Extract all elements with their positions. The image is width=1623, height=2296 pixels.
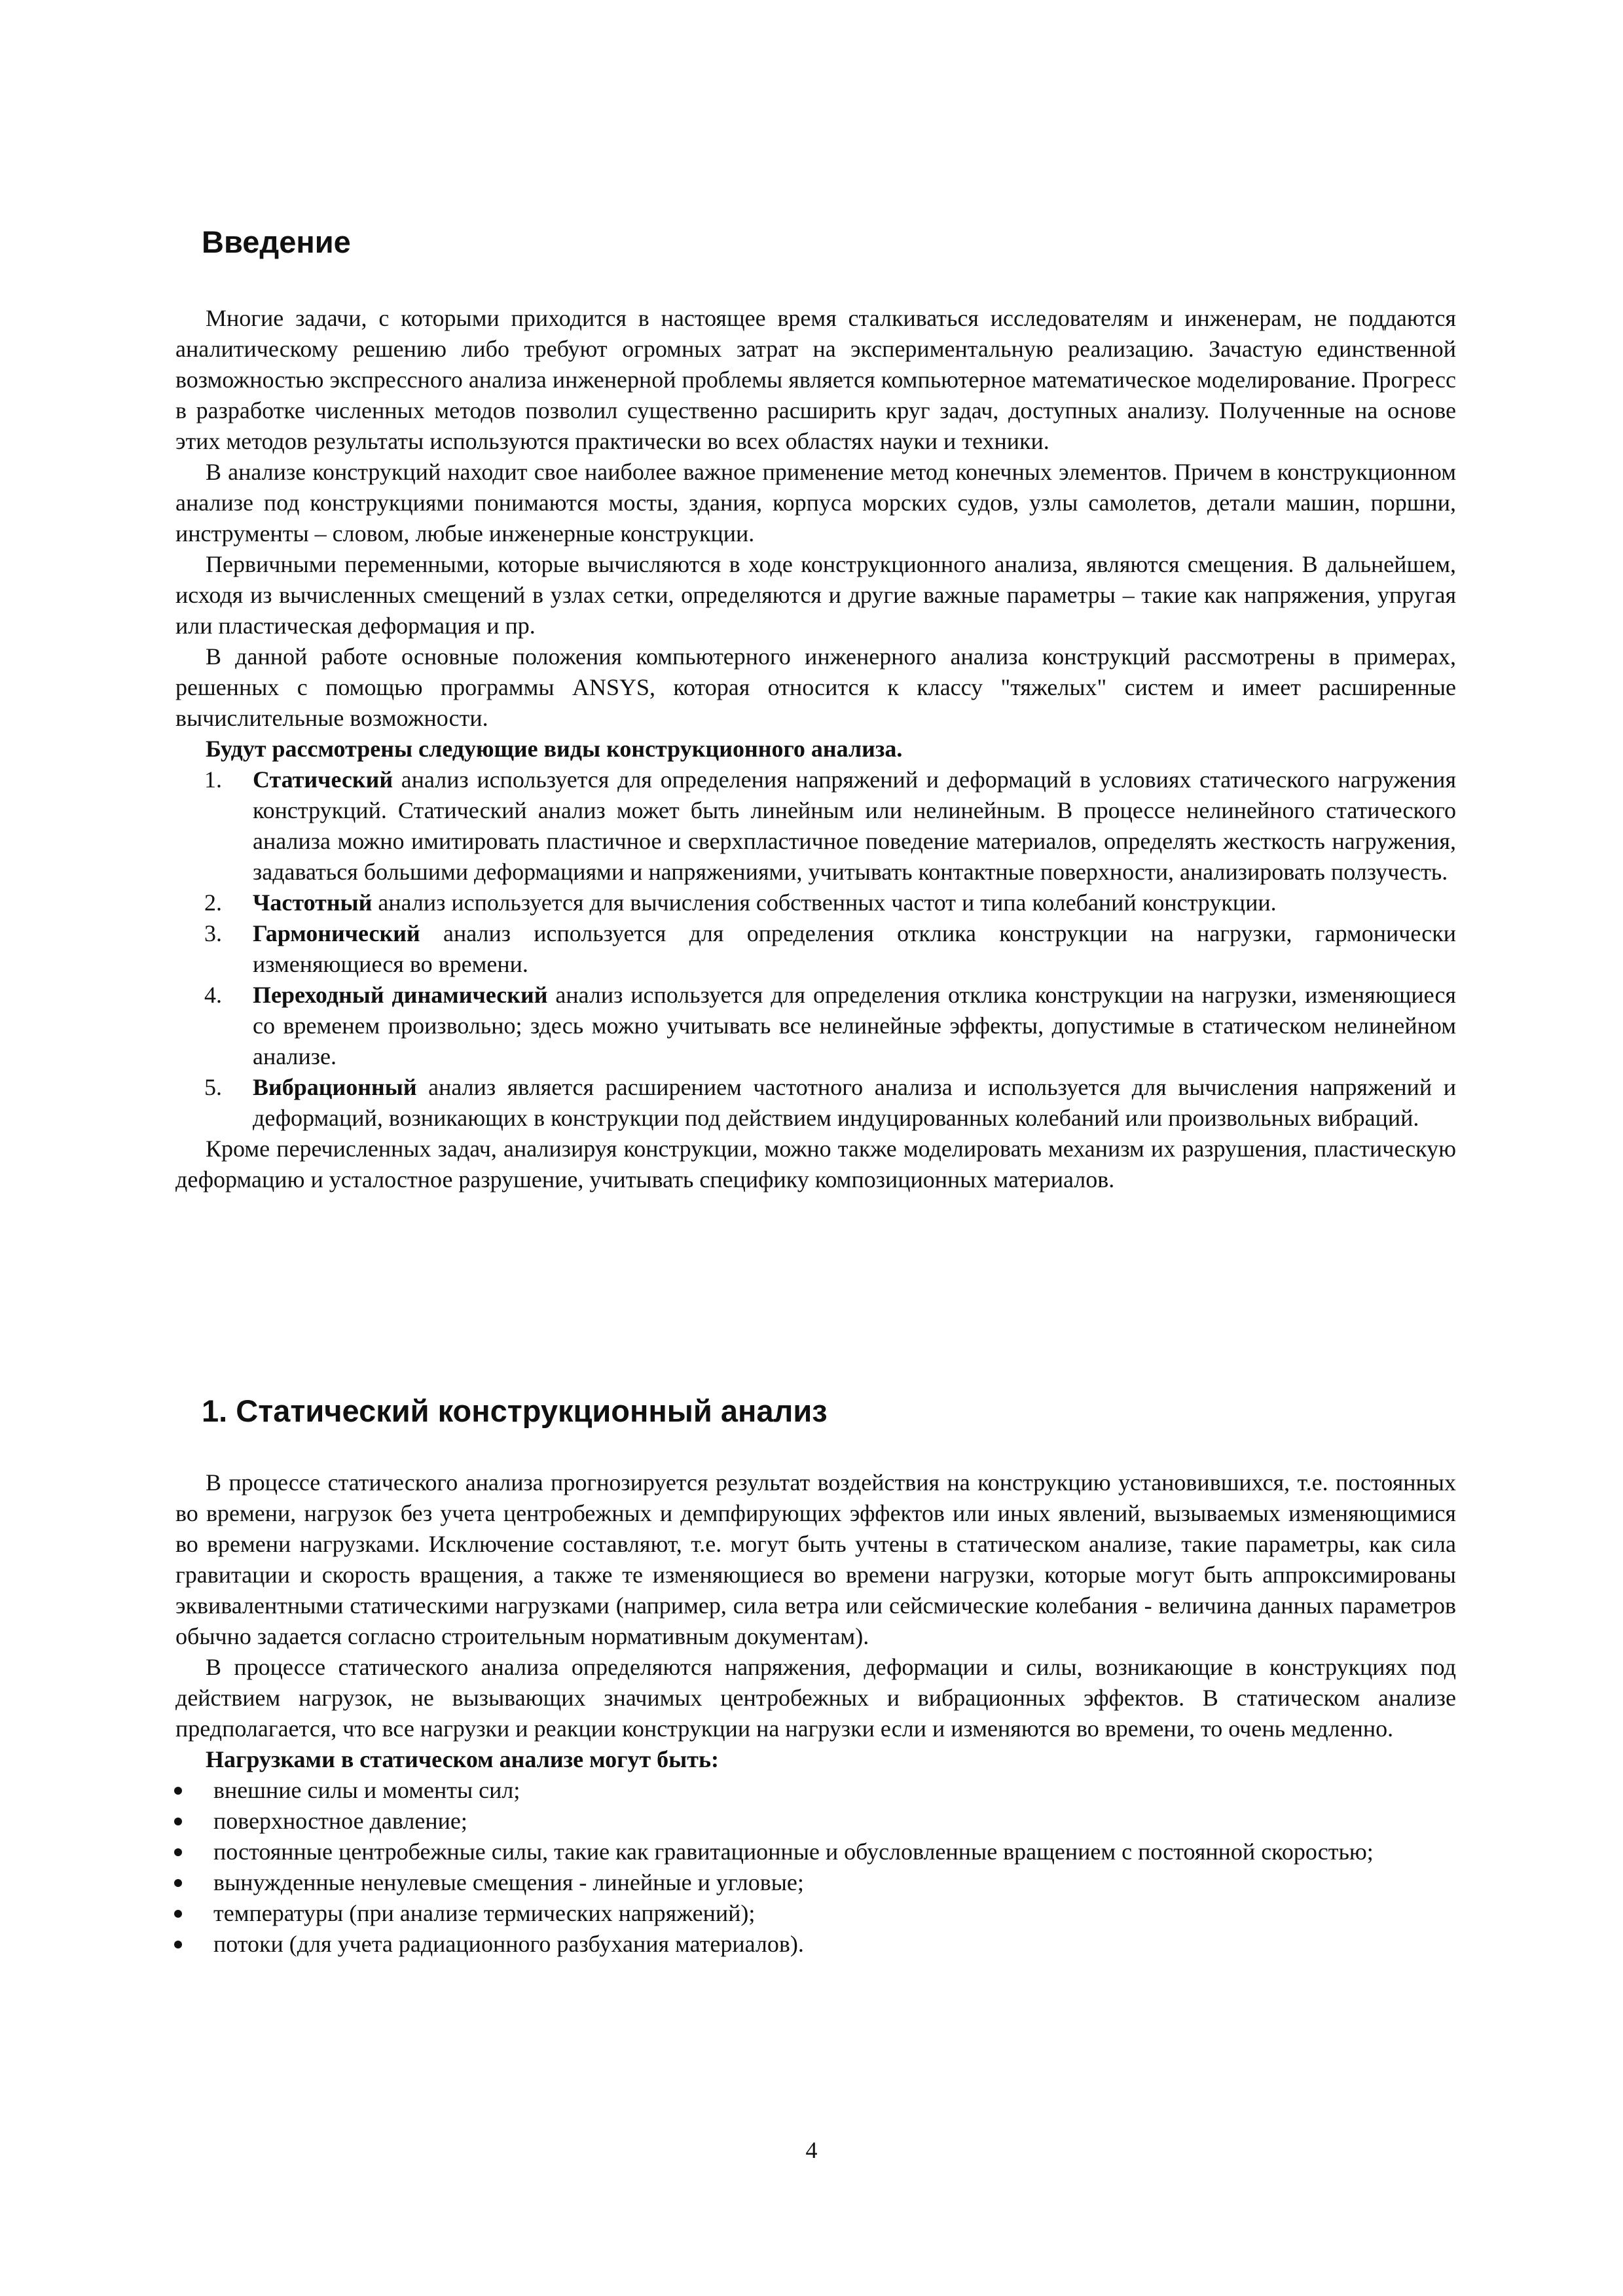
- list-item: [175, 1806, 1456, 1837]
- analysis-term: Вибрационный: [253, 1074, 417, 1100]
- load-text: потоки (для учета радиационного разбухания материалов).: [213, 1931, 804, 1957]
- intro-paragraph: Первичными переменными, которые вычисляются в ходе конструкционного анализа, являются смещения. В дальнейшем, исходя из вычисленных смещений в узлах сетки, определяются и другие важные параметры – такие как напряжения, упругая или пластическая деформация и пр.: [175, 551, 1456, 639]
- section-paragraph: В процессе статического анализа определяются напряжения, деформации и силы, возникающие в конструкциях под действием нагрузок, не вызывающих значимых центробежных и вибрационных эффектов. В статическом анализе предполагается, что все нагрузки и реакции конструкции на нагрузки если и изменяются во времени, то очень медленно.: [175, 1654, 1456, 1742]
- list-number: 5.: [204, 1074, 222, 1100]
- list-item: [175, 1898, 1456, 1929]
- intro-body: [175, 303, 1456, 1195]
- intro-paragraph: Многие задачи, с которыми приходится в настоящее время сталкиваться исследователям и инженерам, не поддаются аналитическому решению либо требуют огромных затрат на экспериментальную реализацию. Зачастую единственной возможностью экспрессного анализа инженерной проблемы является компьютерное математическое моделирование. Прогресс в разработке численных методов позволил существенно расширить круг задач, доступных анализу. Полученные на основе этих методов результаты используются практически во всех областях науки и техники.: [175, 305, 1456, 454]
- section-body: [175, 1467, 1456, 1960]
- list-item: [175, 1072, 1456, 1134]
- intro-heading: Введение: [202, 224, 351, 259]
- load-text: внешние силы и моменты сил;: [213, 1777, 520, 1803]
- loads-list: [175, 1775, 1456, 1960]
- analysis-term: Гармонический: [253, 920, 420, 946]
- bullet-icon: [174, 1941, 182, 1948]
- section-heading: 1. Статический конструкционный анализ: [202, 1393, 828, 1428]
- list-item: [175, 764, 1456, 888]
- section-paragraph: В процессе статического анализа прогнозируется результат воздействия на конструкцию установившихся, т.е. постоянных во времени, нагрузок без учета центробежных и демпфирующих эффектов или иных явлений, вызываемых изменяющимися во времени нагрузками. Исключение составляют, т.е. могут быть учтены в статическом анализе, такие параметры, как сила гравитации и скорость вращения, а также те изменяющиеся во времени нагрузки, которые могут быть аппроксимированы эквивалентными статическими нагрузками (например, сила ветра или сейсмические колебания - величина данных параметров обычно задается согласно строительным нормативным документам).: [175, 1469, 1456, 1649]
- analysis-types-lead: Будут рассмотрены следующие виды конструкционного анализа.: [206, 736, 903, 762]
- intro-paragraph: В данной работе основные положения компьютерного инженерного анализа конструкций рассмотрены в примерах, решенных с помощью программы ANSYS, которая относится к классу "тяжелых" систем и имеет расширенные вычислительные возможности.: [175, 643, 1456, 731]
- analysis-term: Частотный: [253, 889, 373, 916]
- list-number: 1.: [204, 766, 222, 793]
- load-text: постоянные центробежные силы, такие как гравитационные и обусловленные вращением с постоянной скоростью;: [213, 1839, 1374, 1865]
- analysis-description: анализ является расширением частотного анализа и используется для вычисления напряжений и деформаций, возникающих в конструкции под действием индуцированных колебаний или произвольных вибраций.: [253, 1074, 1456, 1131]
- intro-closing-paragraph: Кроме перечисленных задач, анализируя конструкции, можно также моделировать механизм их разрушения, пластическую деформацию и усталостное разрушение, учитывать специфику композиционных материалов.: [175, 1136, 1456, 1193]
- list-item: [175, 1775, 1456, 1806]
- load-text: вынужденные ненулевые смещения - линейные и угловые;: [213, 1869, 804, 1895]
- analysis-types-list: [175, 764, 1456, 1134]
- analysis-description: анализ используется для определения отклика конструкции на нагрузки, изменяющиеся со временем произвольно; здесь можно учитывать все нелинейные эффекты, допустимые в статическом нелинейном анализе.: [253, 982, 1456, 1069]
- list-item: [175, 918, 1456, 980]
- list-item: [175, 1929, 1456, 1960]
- analysis-term: Переходный динамический: [253, 982, 548, 1008]
- list-item: [175, 888, 1456, 918]
- list-item: [175, 1867, 1456, 1898]
- analysis-description: анализ используется для вычисления собственных частот и типа колебаний конструкции.: [372, 889, 1277, 916]
- bullet-icon: [174, 1910, 182, 1918]
- page-number: 4: [805, 2137, 818, 2163]
- bullet-icon: [174, 1787, 182, 1795]
- loads-lead: Нагрузками в статическом анализе могут быть:: [206, 1746, 720, 1772]
- bullet-icon: [174, 1879, 182, 1887]
- list-item: [175, 1837, 1456, 1867]
- analysis-description: анализ используется для определения отклика конструкции на нагрузки, гармонически изменяющиеся во времени.: [253, 920, 1456, 977]
- bullet-icon: [174, 1848, 182, 1856]
- analysis-term: Статический: [253, 766, 393, 793]
- list-number: 2.: [204, 889, 222, 916]
- list-item: [175, 980, 1456, 1072]
- load-text: поверхностное давление;: [213, 1808, 467, 1834]
- analysis-description: анализ используется для определения напряжений и деформаций в условиях статического нагружения конструкций. Статический анализ может быть линейным или нелинейным. В процессе нелинейного статического анализа можно имитировать пластичное и сверхпластичное поведение материалов, определять жесткость нагружения, задаваться большими деформациями и напряжениями, учитывать контактные поверхности, анализировать ползучесть.: [253, 766, 1456, 885]
- bullet-icon: [174, 1818, 182, 1825]
- intro-paragraph: В анализе конструкций находит свое наиболее важное применение метод конечных элементов. Причем в конструкционном анализе под конструкциями понимаются мосты, здания, корпуса морских судов, узлы самолетов, детали машин, поршни, инструменты – словом, любые инженерные конструкции.: [175, 459, 1456, 547]
- load-text: температуры (при анализе термических напряжений);: [213, 1900, 756, 1926]
- list-number: 3.: [204, 920, 222, 946]
- list-number: 4.: [204, 982, 222, 1008]
